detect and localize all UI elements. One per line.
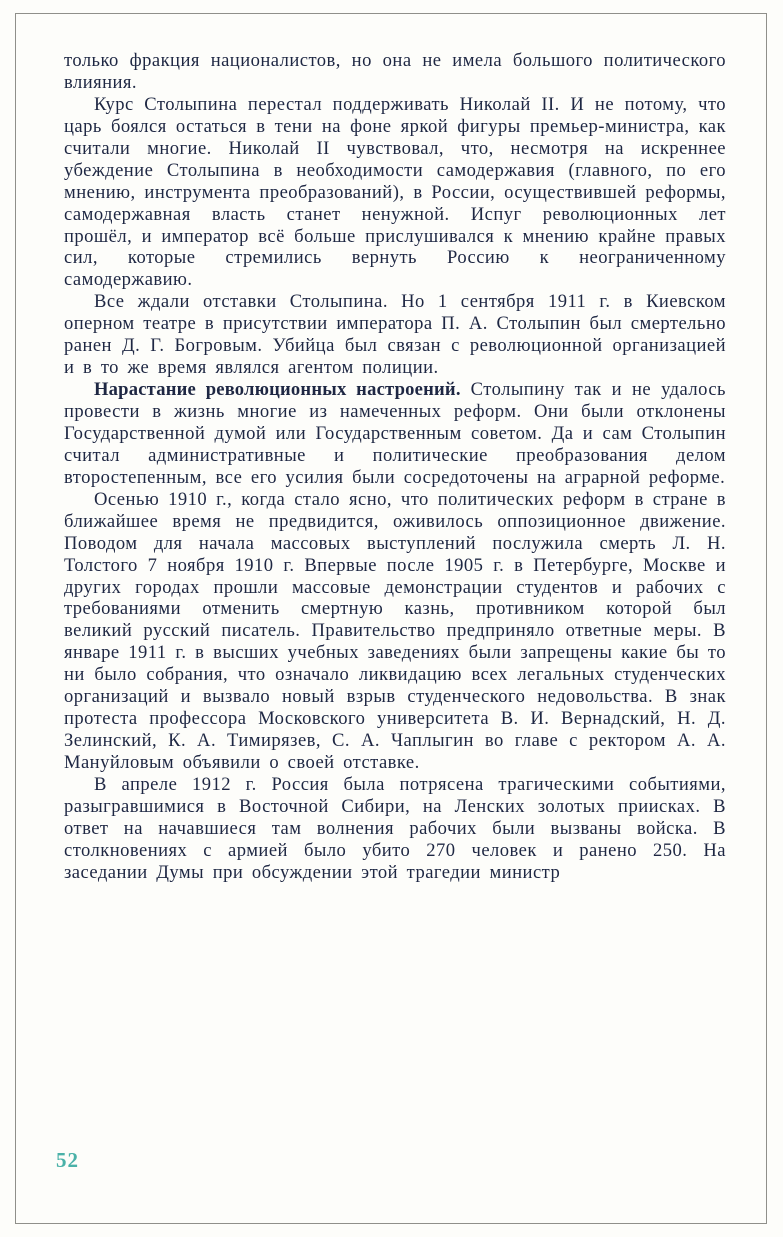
paragraph — [64, 489, 726, 774]
body-text — [64, 50, 726, 884]
paragraph-text: только фракция националистов, но она не имела большого политического влияния. — [64, 50, 726, 93]
paragraph — [64, 774, 726, 884]
paragraph — [64, 94, 726, 291]
paragraph — [64, 291, 726, 379]
paragraph-text: Столыпину так и не удалось провести в жизнь многие из намеченных реформ. Они были отклонены Государственной думой или Государственным советом. Да и сам Столыпин считал административные и политические преобразования делом второстепенным, все его усилия были сосредоточены на аграрной реформе. — [64, 379, 726, 488]
paragraph — [64, 379, 726, 489]
page-number: 52 — [56, 1148, 79, 1172]
paragraph-text: Все ждали отставки Столыпина. Но 1 сентября 1911 г. в Киевском оперном театре в присутствии императора П. А. Столыпин был смертельно ранен Д. Г. Богровым. Убийца был связан с революционной организацией и в то же время являлся агентом полиции. — [64, 291, 726, 379]
paragraph — [64, 50, 726, 94]
paragraph-text: Курс Столыпина перестал поддерживать Николай II. И не потому, что царь боялся остаться в тени на фоне яркой фигуры премьер-министра, как считали многие. Николай II чувствовал, что, несмотря на искреннее убеждение Столыпина в необходимости самодержавия (главного, по его мнению, инструмента преобразований), в России, осуществившей реформы, самодержавная власть станет ненужной. Испуг революционных лет прошёл, и император всё больше прислушивался к мнению крайне правых сил, которые стремились вернуть Россию к неограниченному самодержавию. — [64, 93, 726, 291]
section-heading: Нарастание революционных настроений. — [94, 379, 461, 401]
paragraph-text: В апреле 1912 г. Россия была потрясена трагическими событиями, разыгравшимися в Восточной Сибири, на Ленских золотых приисках. В ответ на начавшиеся там волнения рабочих были вызваны войска. В столкновениях с армией было убито 270 человек и ранено 250. На заседании Думы при обсуждении этой трагедии министр — [64, 773, 726, 883]
paragraph-text: Осенью 1910 г., когда стало ясно, что политических реформ в стране в ближайшее время не предвидится, оживилось оппозиционное движение. Поводом для начала массовых выступлений послужила смерть Л. Н. Толстого 7 ноября 1910 г. Впервые после 1905 г. в Петербурге, Москве и других городах прошли массовые демонстрации студентов и рабочих с требованиями отменить смертную казнь, противником которой был великий русский писатель. Правительство предприняло ответные меры. В январе 1911 г. в высших учебных заведениях были запрещены какие бы то ни было собрания, что означало ликвидацию всех легальных студенческих организаций и вызвало новый взрыв студенческого недовольства. В знак протеста профессора Московского университета В. И. Вернадский, Н. Д. Зелинский, К. А. Тимирязев, С. А. Чаплыгин во главе с ректором А. А. Мануйловым объявили о своей отставке. — [64, 488, 726, 773]
